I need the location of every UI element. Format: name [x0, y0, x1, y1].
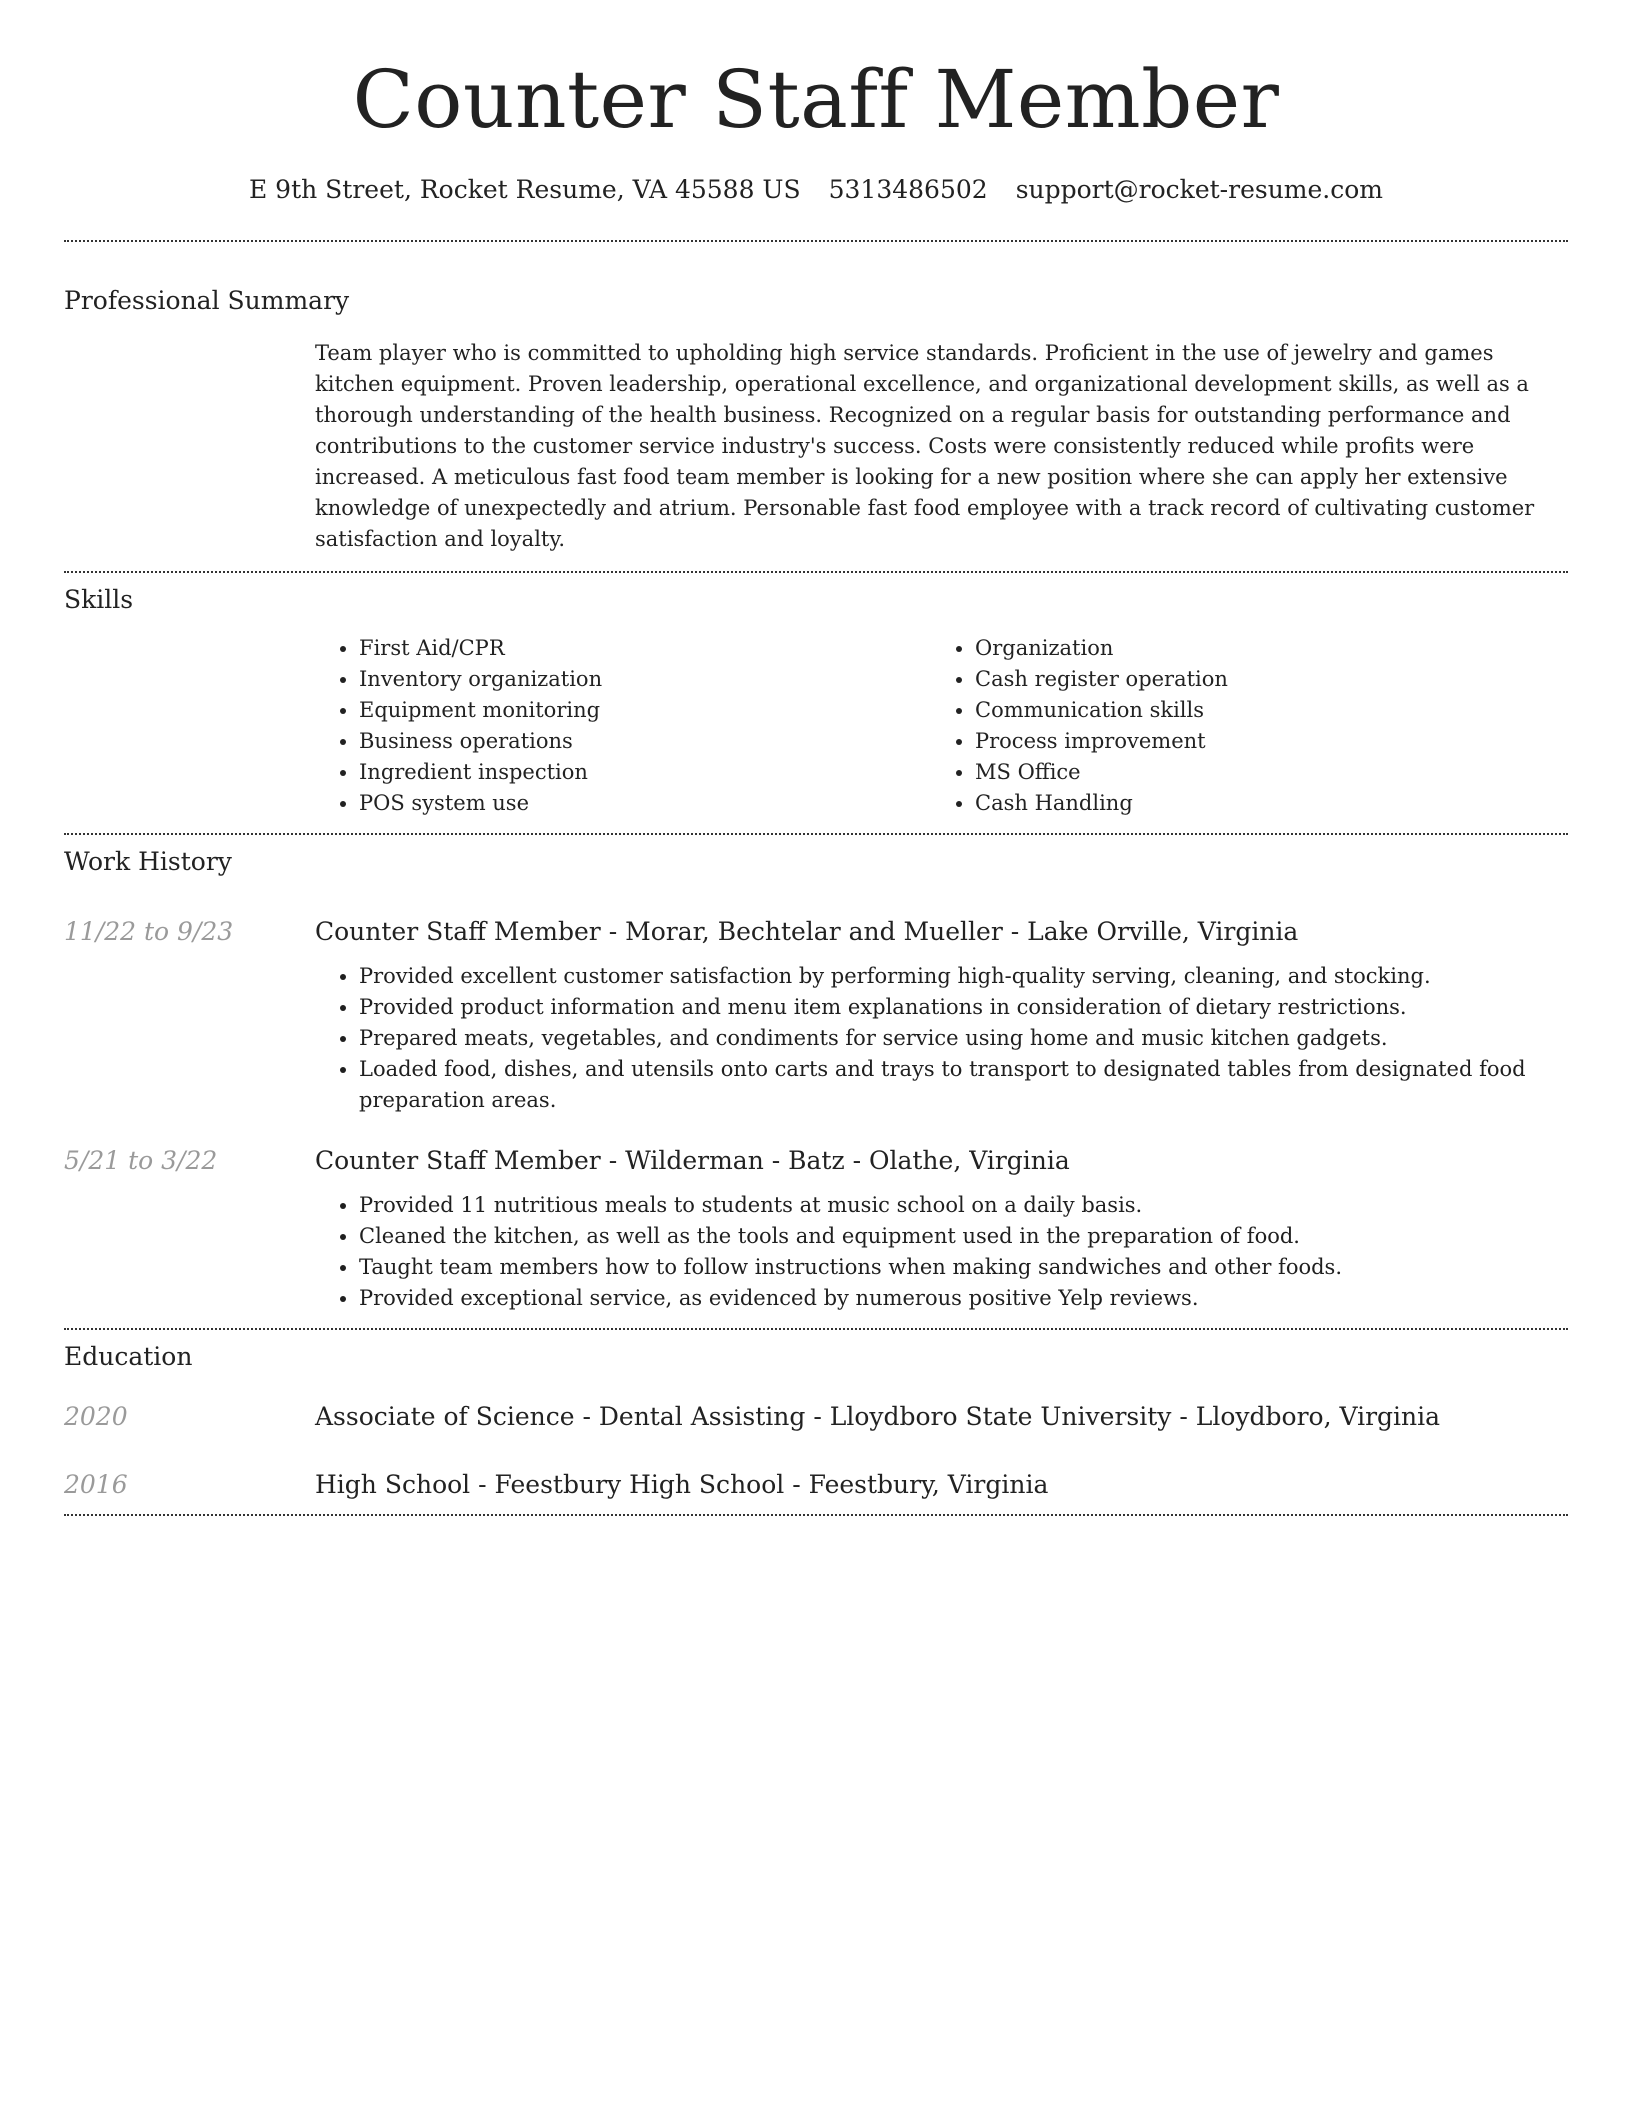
job-bullet: • Prepared meats, vegetables, and condiments for service using home and music kitchen gadgets. — [359, 1023, 1568, 1054]
job-entry — [64, 915, 1568, 1116]
job-bullet: • Taught team members how to follow instructions when making sandwiches and other foods. — [359, 1252, 1568, 1283]
job-bullet: • Provided exceptional service, as evidenced by numerous positive Yelp reviews. — [359, 1283, 1568, 1314]
skill-item: • Process improvement — [975, 726, 1547, 757]
education-entry — [64, 1468, 1568, 1502]
education-year: 2020 — [64, 1402, 128, 1431]
skill-item: • MS Office — [975, 757, 1547, 788]
skill-item: • Ingredient inspection — [359, 757, 931, 788]
skill-item: • Communication skills — [975, 695, 1547, 726]
job-bullets — [315, 1190, 1568, 1314]
skills-list-right — [931, 633, 1547, 819]
skills-columns — [315, 633, 1568, 819]
skills-divider — [64, 833, 1568, 835]
resume-page — [64, 0, 1568, 1516]
education-year: 2016 — [64, 1470, 128, 1499]
job-bullet: • Provided excellent customer satisfaction by performing high-quality serving, cleaning, and stocking. — [359, 961, 1568, 992]
contact-address: E 9th Street, Rocket Resume, VA 45588 US — [248, 175, 801, 204]
education-text: High School - Feestbury High School - Feestbury, Virginia — [315, 1470, 1049, 1499]
skill-item: • Cash register operation — [975, 664, 1547, 695]
skill-item: • Equipment monitoring — [359, 695, 931, 726]
job-bullets — [315, 961, 1568, 1116]
work-divider — [64, 1328, 1568, 1330]
job-heading: Counter Staff Member - Wilderman - Batz - Olathe, Virginia — [315, 1146, 1070, 1175]
candidate-name: Counter Staff Member — [352, 53, 1280, 146]
job-bullet: • Provided product information and menu item explanations in consideration of dietary restrictions. — [359, 992, 1568, 1023]
skill-item: • Inventory organization — [359, 664, 931, 695]
education-divider — [64, 1514, 1568, 1516]
skills-list-left — [315, 633, 931, 819]
skill-item: • First Aid/CPR — [359, 633, 931, 664]
summary-divider — [64, 571, 1568, 573]
skill-item: • POS system use — [359, 788, 931, 819]
job-entry — [64, 1144, 1568, 1314]
contact-phone: 5313486502 — [828, 175, 988, 204]
skill-item: • Organization — [975, 633, 1547, 664]
job-bullet: • Loaded food, dishes, and utensils onto carts and trays to transport to designated tables from designated food preparation areas. — [359, 1054, 1568, 1116]
education-entry — [64, 1400, 1568, 1434]
job-bullet: • Provided 11 nutritious meals to students at music school on a daily basis. — [359, 1190, 1568, 1221]
job-bullet: • Cleaned the kitchen, as well as the tools and equipment used in the preparation of food. — [359, 1221, 1568, 1252]
summary-text: Team player who is committed to upholding high service standards. Proficient in the use of jewelry and games kitchen equipment. Proven leadership, operational excellence, and organizational development skills, as well as a thorough understanding of the health business. Recognized on a regular basis for outstanding performance and contributions to the customer service industry's success. Costs were consistently reduced while profits were increased. A meticulous fast food team member is looking for a new position where she can apply her extensive knowledge of unexpectedly and atrium. Personable fast food employee with a track record of cultivating customer satisfaction and loyalty. — [315, 341, 1535, 551]
job-heading: Counter Staff Member - Morar, Bechtelar and Mueller - Lake Orville, Virginia — [315, 917, 1299, 946]
job-dates: 5/21 to 3/22 — [64, 1146, 218, 1175]
skill-item: • Business operations — [359, 726, 931, 757]
education-text: Associate of Science - Dental Assisting - Lloydboro State University - Lloydboro, Virginia — [315, 1402, 1441, 1431]
section-title-work: Work History — [64, 847, 232, 876]
section-title-summary: Professional Summary — [64, 286, 350, 315]
section-title-skills: Skills — [64, 585, 134, 614]
skill-item: • Cash Handling — [975, 788, 1547, 819]
section-title-education: Education — [64, 1342, 193, 1371]
contact-line — [64, 174, 1568, 206]
header-divider — [64, 240, 1568, 242]
job-dates: 11/22 to 9/23 — [64, 917, 234, 946]
contact-email: support@rocket-resume.com — [1015, 175, 1383, 204]
